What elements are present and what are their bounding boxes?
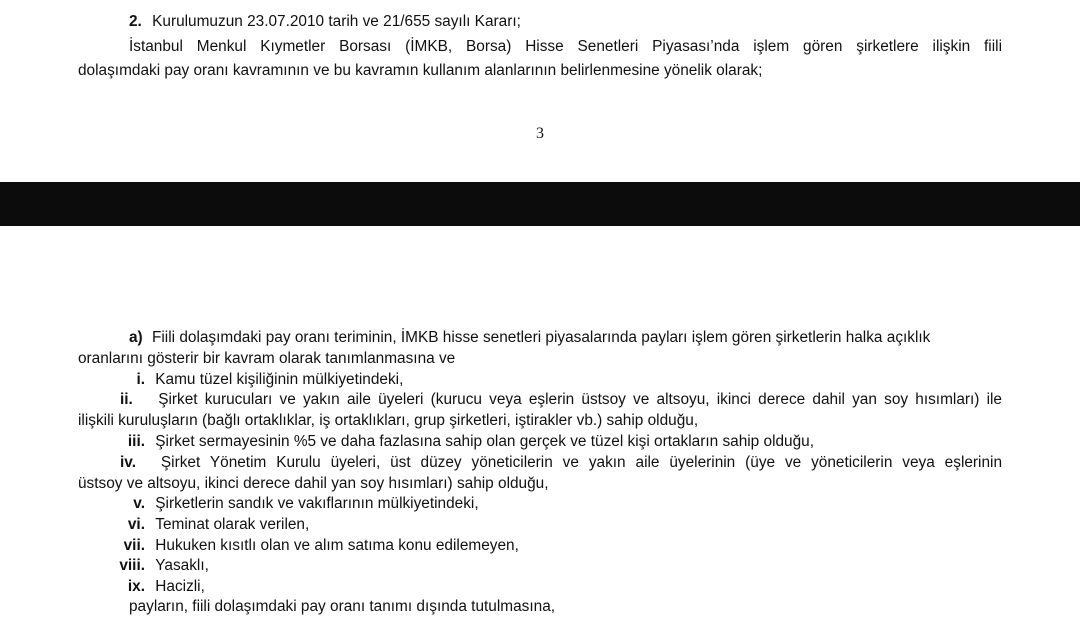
list-item xyxy=(120,432,814,452)
list-item-text: Hacizli, xyxy=(155,578,205,595)
list-item xyxy=(120,370,403,390)
clause-a-text-line-1: Fiili dolaşımdaki pay oranı teriminin, İMKB hisse senetleri piyasalarında payları işlem gören şirketlerin halka açıklık xyxy=(151,329,931,346)
item-2-text: Kurulumuzun 23.07.2010 tarih ve 21/655 sayılı Kararı; xyxy=(152,13,521,30)
list-item-text: Şirket kurucuları ve yakın aile üyeleri (kurucu veya eşlerin üstsoy ve altsoyu, ikinci derece dahil yan soy hısımları) ile xyxy=(158,391,1002,408)
list-item-number: viii. xyxy=(119,557,145,574)
list-item xyxy=(120,390,1002,410)
list-item-number: ii. xyxy=(120,391,133,408)
page-break-band xyxy=(0,182,1080,226)
list-item-number: vi. xyxy=(127,516,145,533)
list-item-number: vii. xyxy=(123,537,145,554)
item-2-number: 2. xyxy=(129,13,142,30)
list-item xyxy=(120,577,205,597)
list-item-text: Hukuken kısıtlı olan ve alım satıma konu edilemeyen, xyxy=(155,537,519,554)
list-item xyxy=(120,515,309,535)
list-item xyxy=(114,556,209,576)
list-item-continuation: ilişkili kuruluşların (bağlı ortaklıklar, iş ortaklıkları, grup şirketleri, iştirakler vb.) sahip olduğu, xyxy=(78,412,699,429)
list-item xyxy=(120,536,519,556)
page-number: 3 xyxy=(536,125,544,142)
closing-line: payların, fiili dolaşımdaki pay oranı tanımı dışında tutulmasına, xyxy=(129,598,556,615)
list-item-number: iii. xyxy=(127,433,145,450)
clause-a-label: a) xyxy=(129,329,143,346)
list-item-continuation: üstsoy ve altsoyu, ikinci derece dahil yan soy hısımları) sahip olduğu, xyxy=(78,475,549,492)
clause-a-line-1 xyxy=(129,328,1002,348)
list-item xyxy=(120,494,479,514)
list-item-text: Kamu tüzel kişiliğinin mülkiyetindeki, xyxy=(155,371,404,388)
list-item-number: v. xyxy=(133,495,145,512)
intro-paragraph-line-2: dolaşımdaki pay oranı kavramının ve bu kavramın kullanım alanlarının belirlenmesine yönelik olarak; xyxy=(78,62,763,79)
list-item-text: Şirketlerin sandık ve vakıflarının mülkiyetindeki, xyxy=(155,495,479,512)
list-item xyxy=(120,453,1002,473)
clause-a-line-2: oranlarını gösterir bir kavram olarak tanımlanmasına ve xyxy=(78,350,456,367)
intro-paragraph-line-1: İstanbul Menkul Kıymetler Borsası (İMKB, Borsa) Hisse Senetleri Piyasası’nda işlem gören şirketlere ilişkin fiili xyxy=(129,38,1002,55)
item-2 xyxy=(129,12,521,32)
list-item-number: ix. xyxy=(127,578,145,595)
list-item-text: Yasaklı, xyxy=(155,557,209,574)
list-item-number: i. xyxy=(136,371,145,388)
list-item-text: Şirket sermayesinin %5 ve daha fazlasına sahip olan gerçek ve tüzel kişi ortakların sahip olduğu, xyxy=(155,433,815,450)
list-item-text: Teminat olarak verilen, xyxy=(155,516,310,533)
list-item-number: iv. xyxy=(120,454,136,471)
list-item-text: Şirket Yönetim Kurulu üyeleri, üst düzey yöneticilerin ve yakın aile üyelerinin (üye ve yöneticilerin veya eşlerinin xyxy=(160,454,1003,471)
